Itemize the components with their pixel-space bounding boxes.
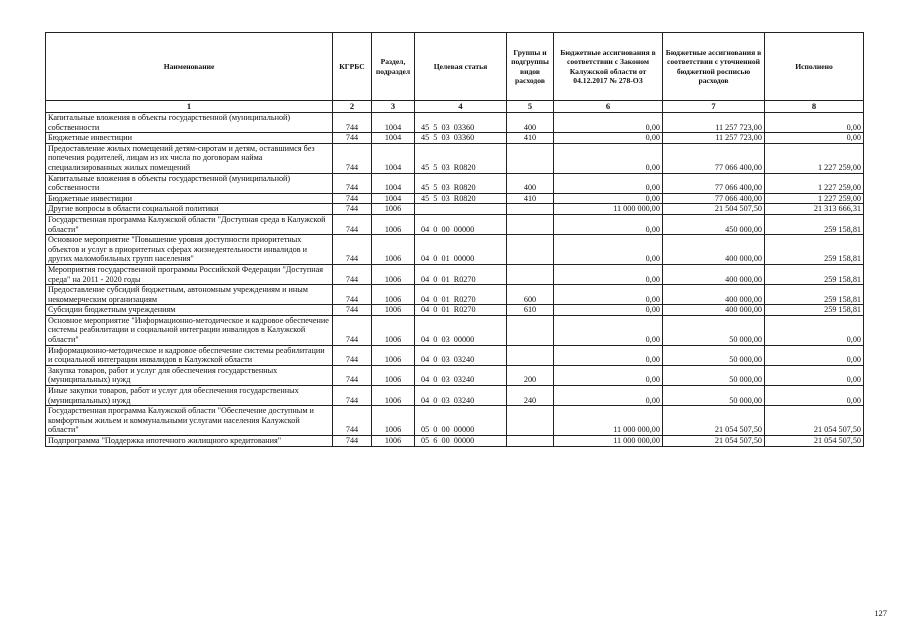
- cell-target: 45 5 03 R0820: [415, 143, 507, 173]
- cell-executed: 259 158,81: [765, 285, 864, 305]
- cell-executed: 259 158,81: [765, 264, 864, 284]
- cell-name: Субсидии бюджетным учреждениям: [46, 305, 333, 316]
- cell-name: Бюджетные инвестиции: [46, 193, 333, 204]
- cell-target: 45 5 03 03360: [415, 133, 507, 144]
- cell-target: 04 0 03 03240: [415, 365, 507, 385]
- table-row: [46, 365, 864, 385]
- col-header-target: Целевая статья: [415, 33, 507, 101]
- cell-roster: 77 066 400,00: [663, 173, 765, 193]
- cell-kgrbs: 744: [333, 264, 372, 284]
- cell-roster: 21 054 507,50: [663, 436, 765, 447]
- cell-roster: 400 000,00: [663, 305, 765, 316]
- table-row: [46, 204, 864, 215]
- col-header-section: Раздел, подраздел: [372, 33, 415, 101]
- cell-section: 1006: [372, 214, 415, 234]
- cell-kgrbs: 744: [333, 214, 372, 234]
- table-row: [46, 113, 864, 133]
- table-row: [46, 285, 864, 305]
- cell-law: 11 000 000,00: [554, 406, 663, 436]
- cell-law: 0,00: [554, 143, 663, 173]
- table-row: [46, 315, 864, 345]
- cell-target: 04 0 00 00000: [415, 214, 507, 234]
- cell-section: 1006: [372, 235, 415, 265]
- cell-target: 45 5 03 03360: [415, 113, 507, 133]
- cell-target: 04 0 03 00000: [415, 315, 507, 345]
- cell-group: [507, 204, 554, 215]
- cell-executed: 259 158,81: [765, 305, 864, 316]
- cell-target: 05 0 00 00000: [415, 406, 507, 436]
- cell-roster: 400 000,00: [663, 285, 765, 305]
- cell-section: 1006: [372, 436, 415, 447]
- cell-executed: 0,00: [765, 365, 864, 385]
- table-row: [46, 214, 864, 234]
- col-number: 5: [507, 101, 554, 113]
- cell-group: [507, 214, 554, 234]
- cell-section: 1004: [372, 193, 415, 204]
- col-number: 2: [333, 101, 372, 113]
- cell-group: 410: [507, 193, 554, 204]
- cell-group: [507, 143, 554, 173]
- cell-kgrbs: 744: [333, 406, 372, 436]
- cell-name: Основное мероприятие "Информационно-методическое и кадровое обеспечение системы реабилитации и социальной интеграции инвалидов в Калужской области": [46, 315, 333, 345]
- cell-group: 410: [507, 133, 554, 144]
- cell-name: Иные закупки товаров, работ и услуг для обеспечения государственных (муниципальных) нужд: [46, 386, 333, 406]
- cell-name: Закупка товаров, работ и услуг для обеспечения государственных (муниципальных) нужд: [46, 365, 333, 385]
- cell-roster: 400 000,00: [663, 235, 765, 265]
- cell-law: 0,00: [554, 173, 663, 193]
- cell-name: Предоставление субсидий бюджетным, автономным учреждениям и иным некоммерческим организациям: [46, 285, 333, 305]
- cell-group: 400: [507, 113, 554, 133]
- cell-group: [507, 235, 554, 265]
- cell-executed: 0,00: [765, 315, 864, 345]
- col-header-name: Наименование: [46, 33, 333, 101]
- cell-group: 600: [507, 285, 554, 305]
- col-header-roster: Бюджетные ассигнования в соответствии с уточненной бюджетной росписью расходов: [663, 33, 765, 101]
- cell-name: Бюджетные инвестиции: [46, 133, 333, 144]
- cell-kgrbs: 744: [333, 365, 372, 385]
- cell-roster: 50 000,00: [663, 386, 765, 406]
- cell-kgrbs: 744: [333, 436, 372, 447]
- cell-executed: 259 158,81: [765, 235, 864, 265]
- cell-law: 0,00: [554, 315, 663, 345]
- cell-name: Информационно-методическое и кадровое обеспечение системы реабилитации и социальной интеграции инвалидов в Калужской области: [46, 345, 333, 365]
- cell-name: Предоставление жилых помещений детям-сиротам и детям, оставшимся без попечения родителей, лицам из их числа по договорам найма специализированных жилых помещений: [46, 143, 333, 173]
- cell-target: 04 0 03 03240: [415, 345, 507, 365]
- cell-kgrbs: 744: [333, 193, 372, 204]
- table-row: [46, 235, 864, 265]
- cell-group: 240: [507, 386, 554, 406]
- col-number: 7: [663, 101, 765, 113]
- col-header-law: Бюджетные ассигнования в соответствии с Законом Калужской области от 04.12.2017 № 278-ОЗ: [554, 33, 663, 101]
- cell-law: 0,00: [554, 214, 663, 234]
- col-number: 3: [372, 101, 415, 113]
- cell-section: 1006: [372, 386, 415, 406]
- cell-law: 0,00: [554, 113, 663, 133]
- table-row: [46, 143, 864, 173]
- cell-name: Капитальные вложения в объекты государственной (муниципальной) собственности: [46, 113, 333, 133]
- cell-target: [415, 204, 507, 215]
- cell-executed: 21 054 507,50: [765, 436, 864, 447]
- cell-roster: 50 000,00: [663, 345, 765, 365]
- cell-law: 0,00: [554, 235, 663, 265]
- cell-section: 1006: [372, 365, 415, 385]
- cell-executed: 0,00: [765, 345, 864, 365]
- table-row: [46, 193, 864, 204]
- cell-law: 11 000 000,00: [554, 436, 663, 447]
- cell-executed: 21 054 507,50: [765, 406, 864, 436]
- cell-target: 04 0 01 R0270: [415, 264, 507, 284]
- cell-group: [507, 345, 554, 365]
- cell-section: 1004: [372, 173, 415, 193]
- cell-kgrbs: 744: [333, 386, 372, 406]
- cell-target: 45 5 03 R0820: [415, 173, 507, 193]
- col-header-group: Группы и подгруппы видов расходов: [507, 33, 554, 101]
- cell-name: Капитальные вложения в объекты государственной (муниципальной) собственности: [46, 173, 333, 193]
- cell-target: 04 0 01 R0270: [415, 285, 507, 305]
- cell-executed: 21 313 666,31: [765, 204, 864, 215]
- cell-group: [507, 436, 554, 447]
- table-row: [46, 345, 864, 365]
- cell-executed: 1 227 259,00: [765, 173, 864, 193]
- cell-executed: 259 158,81: [765, 214, 864, 234]
- cell-executed: 1 227 259,00: [765, 193, 864, 204]
- cell-law: 11 000 000,00: [554, 204, 663, 215]
- cell-roster: 77 066 400,00: [663, 143, 765, 173]
- cell-group: [507, 406, 554, 436]
- cell-group: [507, 315, 554, 345]
- table-row: [46, 436, 864, 447]
- cell-law: 0,00: [554, 305, 663, 316]
- cell-target: 45 5 03 R0820: [415, 193, 507, 204]
- cell-roster: 21 054 507,50: [663, 406, 765, 436]
- cell-roster: 50 000,00: [663, 315, 765, 345]
- cell-kgrbs: 744: [333, 113, 372, 133]
- cell-kgrbs: 744: [333, 173, 372, 193]
- cell-kgrbs: 744: [333, 345, 372, 365]
- table-row: [46, 305, 864, 316]
- cell-roster: 11 257 723,00: [663, 113, 765, 133]
- cell-target: 04 0 01 R0270: [415, 305, 507, 316]
- cell-name: Мероприятия государственной программы Российской Федерации "Доступная среда" на 2011 - 2020 годы: [46, 264, 333, 284]
- cell-law: 0,00: [554, 285, 663, 305]
- budget-table: [45, 32, 864, 447]
- table-row: [46, 386, 864, 406]
- cell-section: 1006: [372, 305, 415, 316]
- col-number: 8: [765, 101, 864, 113]
- cell-kgrbs: 744: [333, 143, 372, 173]
- cell-name: Основное мероприятие "Повышение уровня доступности приоритетных объектов и услуг в приоритетных сферах жизнедеятельности инвалидов и других маломобильных групп населения": [46, 235, 333, 265]
- cell-group: [507, 264, 554, 284]
- cell-section: 1004: [372, 113, 415, 133]
- col-number: 6: [554, 101, 663, 113]
- cell-group: 200: [507, 365, 554, 385]
- cell-law: 0,00: [554, 386, 663, 406]
- cell-group: 400: [507, 173, 554, 193]
- cell-section: 1006: [372, 315, 415, 345]
- cell-target: 05 6 00 00000: [415, 436, 507, 447]
- cell-kgrbs: 744: [333, 315, 372, 345]
- table-body: [46, 113, 864, 447]
- cell-section: 1006: [372, 406, 415, 436]
- table-row: [46, 264, 864, 284]
- cell-target: 04 0 01 00000: [415, 235, 507, 265]
- cell-name: Государственная программа Калужской области "Доступная среда в Калужской области": [46, 214, 333, 234]
- cell-target: 04 0 03 03240: [415, 386, 507, 406]
- cell-kgrbs: 744: [333, 235, 372, 265]
- cell-executed: 1 227 259,00: [765, 143, 864, 173]
- cell-kgrbs: 744: [333, 204, 372, 215]
- col-header-executed: Исполнено: [765, 33, 864, 101]
- cell-roster: 77 066 400,00: [663, 193, 765, 204]
- cell-kgrbs: 744: [333, 133, 372, 144]
- cell-name: Государственная программа Калужской области "Обеспечение доступным и комфортным жильем и коммунальными услугами населения Калужской области": [46, 406, 333, 436]
- cell-roster: 50 000,00: [663, 365, 765, 385]
- table-row: [46, 133, 864, 144]
- cell-law: 0,00: [554, 264, 663, 284]
- cell-section: 1006: [372, 345, 415, 365]
- cell-law: 0,00: [554, 193, 663, 204]
- table-header: [46, 33, 864, 113]
- cell-section: 1006: [372, 285, 415, 305]
- cell-roster: 400 000,00: [663, 264, 765, 284]
- cell-roster: 450 000,00: [663, 214, 765, 234]
- cell-name: Другие вопросы в области социальной политики: [46, 204, 333, 215]
- cell-law: 0,00: [554, 345, 663, 365]
- table-row: [46, 406, 864, 436]
- cell-group: 610: [507, 305, 554, 316]
- cell-kgrbs: 744: [333, 285, 372, 305]
- cell-law: 0,00: [554, 133, 663, 144]
- table-row: [46, 173, 864, 193]
- cell-section: 1004: [372, 133, 415, 144]
- cell-roster: 21 504 507,50: [663, 204, 765, 215]
- cell-section: 1006: [372, 204, 415, 215]
- col-header-kgrbs: КГРБС: [333, 33, 372, 101]
- page-number: 127: [874, 608, 887, 618]
- cell-roster: 11 257 723,00: [663, 133, 765, 144]
- cell-executed: 0,00: [765, 386, 864, 406]
- cell-executed: 0,00: [765, 133, 864, 144]
- cell-name: Подпрограмма "Поддержка ипотечного жилищного кредитования": [46, 436, 333, 447]
- col-number: 4: [415, 101, 507, 113]
- cell-law: 0,00: [554, 365, 663, 385]
- cell-section: 1006: [372, 264, 415, 284]
- cell-kgrbs: 744: [333, 305, 372, 316]
- cell-section: 1004: [372, 143, 415, 173]
- col-number: 1: [46, 101, 333, 113]
- cell-executed: 0,00: [765, 113, 864, 133]
